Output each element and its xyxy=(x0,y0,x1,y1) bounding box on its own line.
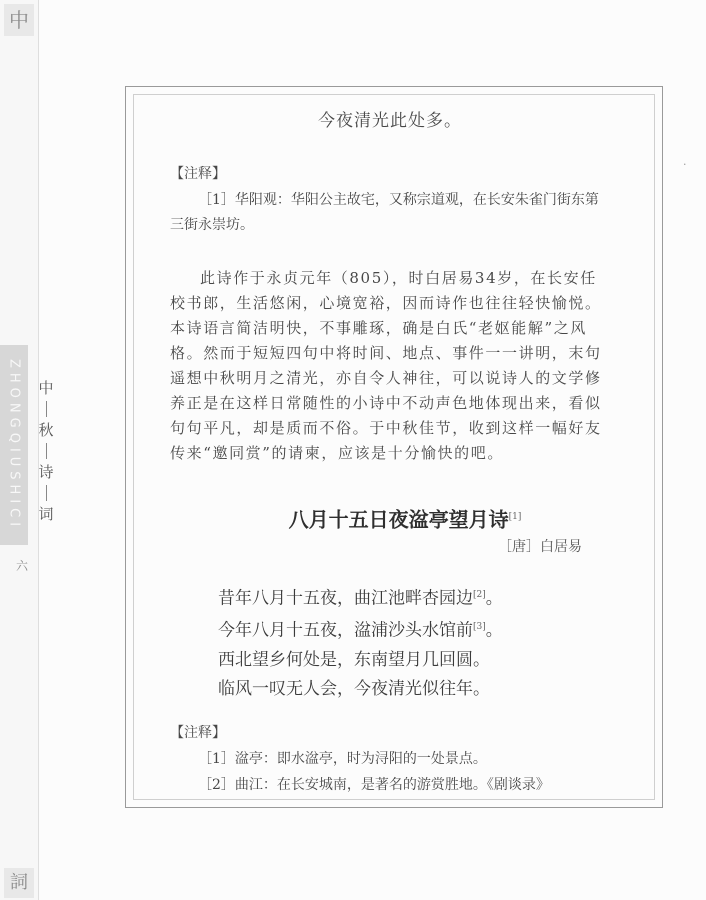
poem-title xyxy=(170,504,610,534)
side-title-divider xyxy=(46,485,47,501)
pinyin-band: ZHONGQIUSHICI xyxy=(0,345,28,545)
poem-line-text: 今年八月十五夜，湓浦沙头水馆前 xyxy=(218,620,473,641)
side-title-char: 中 xyxy=(38,379,54,397)
poem-title-text: 八月十五日夜湓亭望月诗 xyxy=(288,507,509,532)
poem-title-note-ref: [1] xyxy=(508,512,522,522)
edge-mark: · xyxy=(683,158,687,171)
poem-line-text: 临风一叹无人会，今夜清光似往年。 xyxy=(218,678,490,699)
poem-line-end: 。 xyxy=(485,588,503,609)
side-title-divider xyxy=(46,443,47,459)
note-item: ［1］湓亭：即水湓亭，时为浔阳的一处景点。 xyxy=(198,750,487,767)
poem-line xyxy=(218,646,610,675)
note-item: ［2］曲江：在长安城南，是著名的游赏胜地。《剧谈录》 xyxy=(198,776,550,793)
side-book-title xyxy=(34,378,58,524)
corner-emblem-top: 中 xyxy=(4,4,34,36)
poem-author: ［唐］白居易 xyxy=(498,538,582,555)
poem-line-note-ref: [3] xyxy=(473,622,486,633)
poem-line-end: 。 xyxy=(485,620,503,641)
poem-line-note-ref: [2] xyxy=(473,589,486,600)
poem-line xyxy=(218,675,610,704)
page-number: 六 xyxy=(16,559,29,573)
previous-poem-last-line: 今夜清光此处多。 xyxy=(318,111,462,131)
poem-notes xyxy=(170,720,610,798)
side-title-char: 秋 xyxy=(38,421,54,439)
note-item: ［1］华阳观：华阳公主故宅，又称宗道观，在长安朱雀门街东第三街永崇坊。 xyxy=(170,192,599,233)
side-title-char: 诗 xyxy=(38,463,54,481)
poem-line xyxy=(218,581,610,614)
notes-heading: 【注释】 xyxy=(170,724,226,741)
corner-emblem-bottom: 詞 xyxy=(4,868,34,898)
poem-line xyxy=(218,613,610,646)
commentary-paragraph: 此诗作于永贞元年（805），时白居易34岁，在长安任校书郎，生活悠闲，心境宽裕，因而诗作也往往轻快愉悦。本诗语言简洁明快，不事雕琢，确是白氏“老妪能解”之风格。然而于短短四句中将时间、地点、事件一一讲明，末句遥想中秋明月之清光，亦自令人神往，可以说诗人的文学修养正是在这样日常随性的小诗中不动声色地体现出来，看似句句平凡，却是质而不俗。于中秋佳节，收到这样一幅好友传来“邀同赏”的请柬，应该是十分愉快的吧。 xyxy=(170,269,602,462)
poem-line-text: 昔年八月十五夜，曲江池畔杏园边 xyxy=(218,588,473,609)
poem-body xyxy=(170,581,610,704)
poem-line-text: 西北望乡何处是，东南望月几回圆。 xyxy=(218,649,490,670)
side-title-char: 词 xyxy=(38,505,54,523)
page-content xyxy=(170,100,610,798)
side-title-divider xyxy=(46,401,47,417)
notes-heading: 【注释】 xyxy=(170,166,226,182)
